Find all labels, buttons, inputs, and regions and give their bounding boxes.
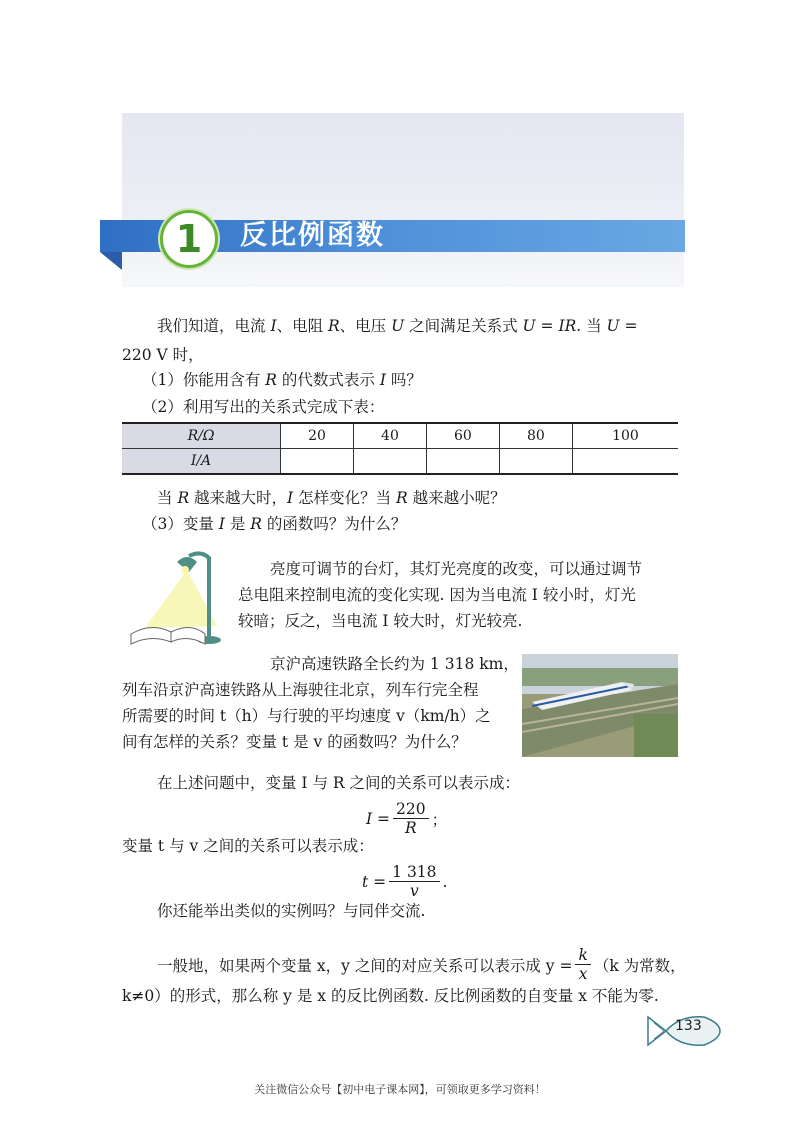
- desk-lamp-illustration: [125, 548, 225, 650]
- var-i: I: [379, 371, 386, 389]
- high-speed-train-photo: [522, 654, 678, 757]
- text: 我们知道，电流: [157, 317, 271, 335]
- text: （3）变量: [142, 515, 219, 533]
- text: 的函数吗？为什么？: [261, 515, 407, 533]
- text: 、电阻: [276, 317, 328, 335]
- table-cell: 100: [572, 423, 678, 449]
- lamp-text-line-3: 较暗；反之，当电流 I 较大时，灯光较亮.: [238, 612, 523, 630]
- text: 一般地，如果两个变量 x，y 之间的对应关系可以表示成 y =: [157, 956, 573, 975]
- intro-line-2: 220 V 时，: [122, 346, 204, 364]
- table-cell: 80: [499, 423, 572, 449]
- fraction: [389, 863, 439, 900]
- train-text-line-1: 京沪高速铁路全长约为 1 318 km，: [270, 655, 519, 673]
- table-cell: 40: [353, 423, 426, 449]
- denominator: v: [409, 882, 419, 900]
- fraction: [393, 800, 429, 837]
- numerator: 220: [393, 800, 429, 819]
- text: 怎样变化？当: [293, 489, 397, 507]
- table-cell: 20: [281, 423, 354, 449]
- text: 越来越小呢？: [407, 489, 506, 507]
- fraction-k-over-x: [575, 946, 590, 983]
- formula-lhs: I =: [366, 809, 391, 828]
- text: （1）你能用含有: [142, 371, 266, 389]
- train-text-line-2: 列车沿京沪高速铁路从上海驶往北京，列车行完全程: [122, 681, 479, 699]
- var-i: I: [270, 317, 277, 335]
- train-text-line-4: 间有怎样的关系？变量 t 是 v 的函数吗？为什么？: [122, 733, 467, 751]
- footer-notice: 关注微信公众号【初中电子课本网】，可领取更多学习资料！: [254, 1083, 546, 1096]
- formula-t-1318-over-v: [362, 863, 447, 900]
- table-cell-empty[interactable]: [572, 449, 678, 475]
- table-cell-empty[interactable]: [426, 449, 499, 475]
- var-r: R: [177, 489, 190, 507]
- question-2: （2）利用写出的关系式完成下表：: [142, 398, 385, 416]
- text: 的代数式表示: [276, 371, 380, 389]
- table-row: [122, 423, 678, 449]
- page-number: 133: [675, 1018, 702, 1034]
- var-u: U: [606, 317, 620, 335]
- var-i: I: [218, 515, 225, 533]
- question-1: [142, 367, 422, 394]
- numerator: 1 318: [389, 863, 439, 882]
- formula-i-220-over-r: [366, 800, 447, 837]
- question-3: [142, 511, 406, 538]
- formula-end: .: [442, 872, 448, 891]
- table-row: [122, 449, 678, 475]
- text: 之间满足关系式: [404, 317, 523, 335]
- intro-line-1: [157, 313, 638, 340]
- text: 、电压: [339, 317, 392, 335]
- numerator: k: [575, 946, 590, 965]
- text: 越来越大时，: [189, 489, 288, 507]
- text: 吗？: [385, 371, 422, 389]
- var-r: R: [328, 317, 340, 335]
- denominator: R: [405, 819, 417, 837]
- var-r: R: [265, 371, 277, 389]
- text: . 当: [576, 317, 607, 335]
- definition-line-2: k≠0）的形式，那么称 y 是 x 的反比例函数. 反比例函数的自变量 x 不能为零.: [122, 987, 659, 1005]
- text: =: [619, 317, 638, 335]
- table-cell-empty[interactable]: [499, 449, 572, 475]
- var-r: R: [396, 489, 408, 507]
- relation-line-3: 你还能举出类似的实例吗？与同伴交流.: [157, 902, 426, 920]
- text: 当: [157, 489, 178, 507]
- definition-line-1: [157, 946, 686, 983]
- table-cell: 60: [426, 423, 499, 449]
- relation-line-2: 变量 t 与 v 之间的关系可以表示成：: [122, 837, 374, 855]
- var-r: R: [250, 515, 262, 533]
- denominator: x: [578, 965, 588, 983]
- lamp-text-line-2: 总电阻来控制电流的变化实现. 因为当电流 I 较小时，灯光: [238, 586, 636, 604]
- text: 是: [224, 515, 251, 533]
- resistance-current-table: [122, 422, 678, 475]
- lamp-text-line-1: 亮度可调节的台灯，其灯光亮度的改变，可以通过调节: [270, 560, 643, 578]
- var-i: I: [287, 489, 294, 507]
- table-cell-empty[interactable]: [281, 449, 354, 475]
- section-title: 反比例函数: [240, 220, 385, 251]
- row-label-i: I/A: [122, 449, 281, 475]
- relation-line-1: 在上述问题中，变量 I 与 R 之间的关系可以表示成：: [157, 774, 521, 792]
- table-cell-empty[interactable]: [353, 449, 426, 475]
- title-bar-tail: [100, 252, 122, 270]
- train-text-line-3: 所需要的时间 t（h）与行驶的平均速度 v（km/h）之: [122, 707, 491, 725]
- row-label-r: R/Ω: [122, 423, 281, 449]
- section-number-badge: 1: [160, 210, 218, 268]
- text: （k 为常数，: [593, 956, 686, 975]
- formula-lhs: t =: [362, 872, 387, 891]
- var-u: U: [391, 317, 405, 335]
- after-table-line: [157, 485, 506, 512]
- formula-u-ir: U = IR: [522, 317, 577, 335]
- formula-end: ；: [431, 810, 448, 829]
